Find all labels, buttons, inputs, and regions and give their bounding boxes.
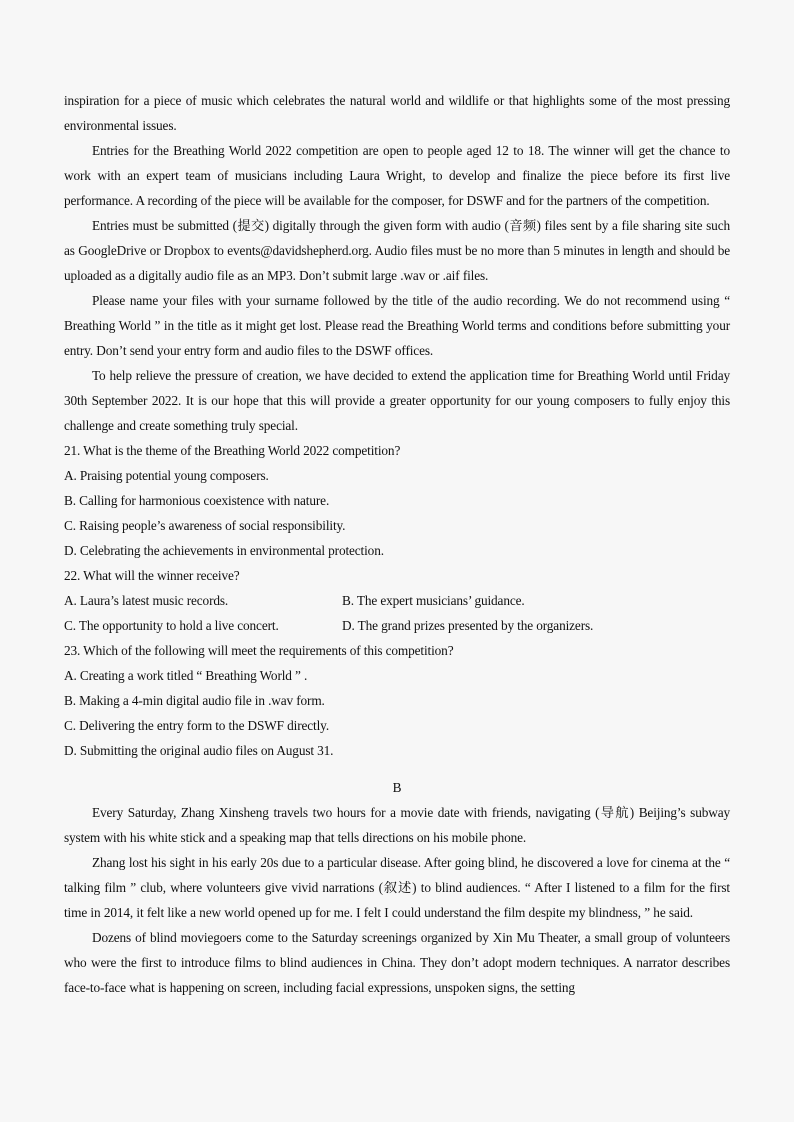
question-22-option-b[interactable]: B. The expert musicians’ guidance. — [342, 593, 525, 608]
question-22-option-row-1 — [64, 588, 730, 613]
question-23-stem: 23. Which of the following will meet the requirements of this competition? — [64, 643, 454, 658]
passage-a-paragraph-2: Entries for the Breathing World 2022 competition are open to people aged 12 to 18. The winner will get the chance to work with an expert team of musicians including Laura Wright, to develop and finalize the piece before its first live performance. A recording of the piece will be available for the composer, for DSWF and for the partners of the competition. — [64, 143, 730, 208]
question-23-option-d[interactable]: D. Submitting the original audio files on August 31. — [64, 743, 334, 758]
question-22-option-a[interactable]: A. Laura’s latest music records. — [64, 593, 229, 608]
passage-a-paragraph-5: To help relieve the pressure of creation, we have decided to extend the application time for Breathing World until Friday 30th September 2022. It is our hope that this will provide a greater opportunity for our young composers to fully enjoy this challenge and create something truly special. — [64, 368, 730, 433]
question-23-option-c[interactable]: C. Delivering the entry form to the DSWF directly. — [64, 718, 330, 733]
question-23-option-a[interactable]: A. Creating a work titled “ Breathing World ” . — [64, 668, 308, 683]
passage-a-paragraph-4: Please name your files with your surname followed by the title of the audio recording. We do not recommend using “ Breathing World ” in the title as it might get lost. Please read the Breathing World terms and conditions before submitting your entry. Don’t send your entry form and audio files to the DSWF offices. — [64, 293, 730, 358]
question-23-option-b[interactable]: B. Making a 4-min digital audio file in .wav form. — [64, 693, 325, 708]
section-b-letter: B — [392, 780, 402, 795]
passage-a-paragraph-1: inspiration for a piece of music which celebrates the natural world and wildlife or that highlights some of the most pressing environmental issues. — [64, 93, 730, 133]
question-21-stem: 21. What is the theme of the Breathing World 2022 competition? — [64, 443, 401, 458]
question-22-option-row-2 — [64, 613, 730, 638]
question-22-option-d[interactable]: D. The grand prizes presented by the organizers. — [342, 618, 594, 633]
section-spacer — [64, 763, 730, 775]
question-21-option-b[interactable]: B. Calling for harmonious coexistence with nature. — [64, 493, 330, 508]
question-21-option-a[interactable]: A. Praising potential young composers. — [64, 468, 269, 483]
text-column — [64, 88, 730, 1000]
question-22-option-c[interactable]: C. The opportunity to hold a live concert. — [64, 618, 279, 633]
section-b-paragraph-3: Dozens of blind moviegoers come to the Saturday screenings organized by Xin Mu Theater, a small group of volunteers who were the first to introduce films to blind audiences in China. They don’t adopt modern techniques. A narrator describes face-to-face what is happening on screen, including facial expressions, unspoken signs, the setting — [64, 930, 730, 995]
question-22-stem: 22. What will the winner receive? — [64, 568, 240, 583]
question-21-option-c[interactable]: C. Raising people’s awareness of social responsibility. — [64, 518, 346, 533]
passage-a-paragraph-3: Entries must be submitted (提交) digitally through the given form with audio (音频) files sent by a file sharing site such as GoogleDrive or Dropbox to events@davidshepherd.org. Audio files must be no more than 5 minutes in length and should be uploaded as a digitally audio file as an MP3. Don’t submit large .wav or .aif files. — [64, 218, 730, 283]
section-b-paragraph-2: Zhang lost his sight in his early 20s due to a particular disease. After going blind, he discovered a love for cinema at the “ talking film ” club, where volunteers give vivid narrations (叙述) to blind audiences. “ After I listened to a film for the first time in 2014, it felt like a new world opened up for me. I felt I could understand the film despite my blindness, ” he said. — [64, 855, 730, 920]
section-b-paragraph-1: Every Saturday, Zhang Xinsheng travels two hours for a movie date with friends, navigating (导航) Beijing’s subway system with his white stick and a speaking map that tells directions on his mobile phone. — [64, 805, 730, 845]
question-21-option-d[interactable]: D. Celebrating the achievements in environmental protection. — [64, 543, 384, 558]
